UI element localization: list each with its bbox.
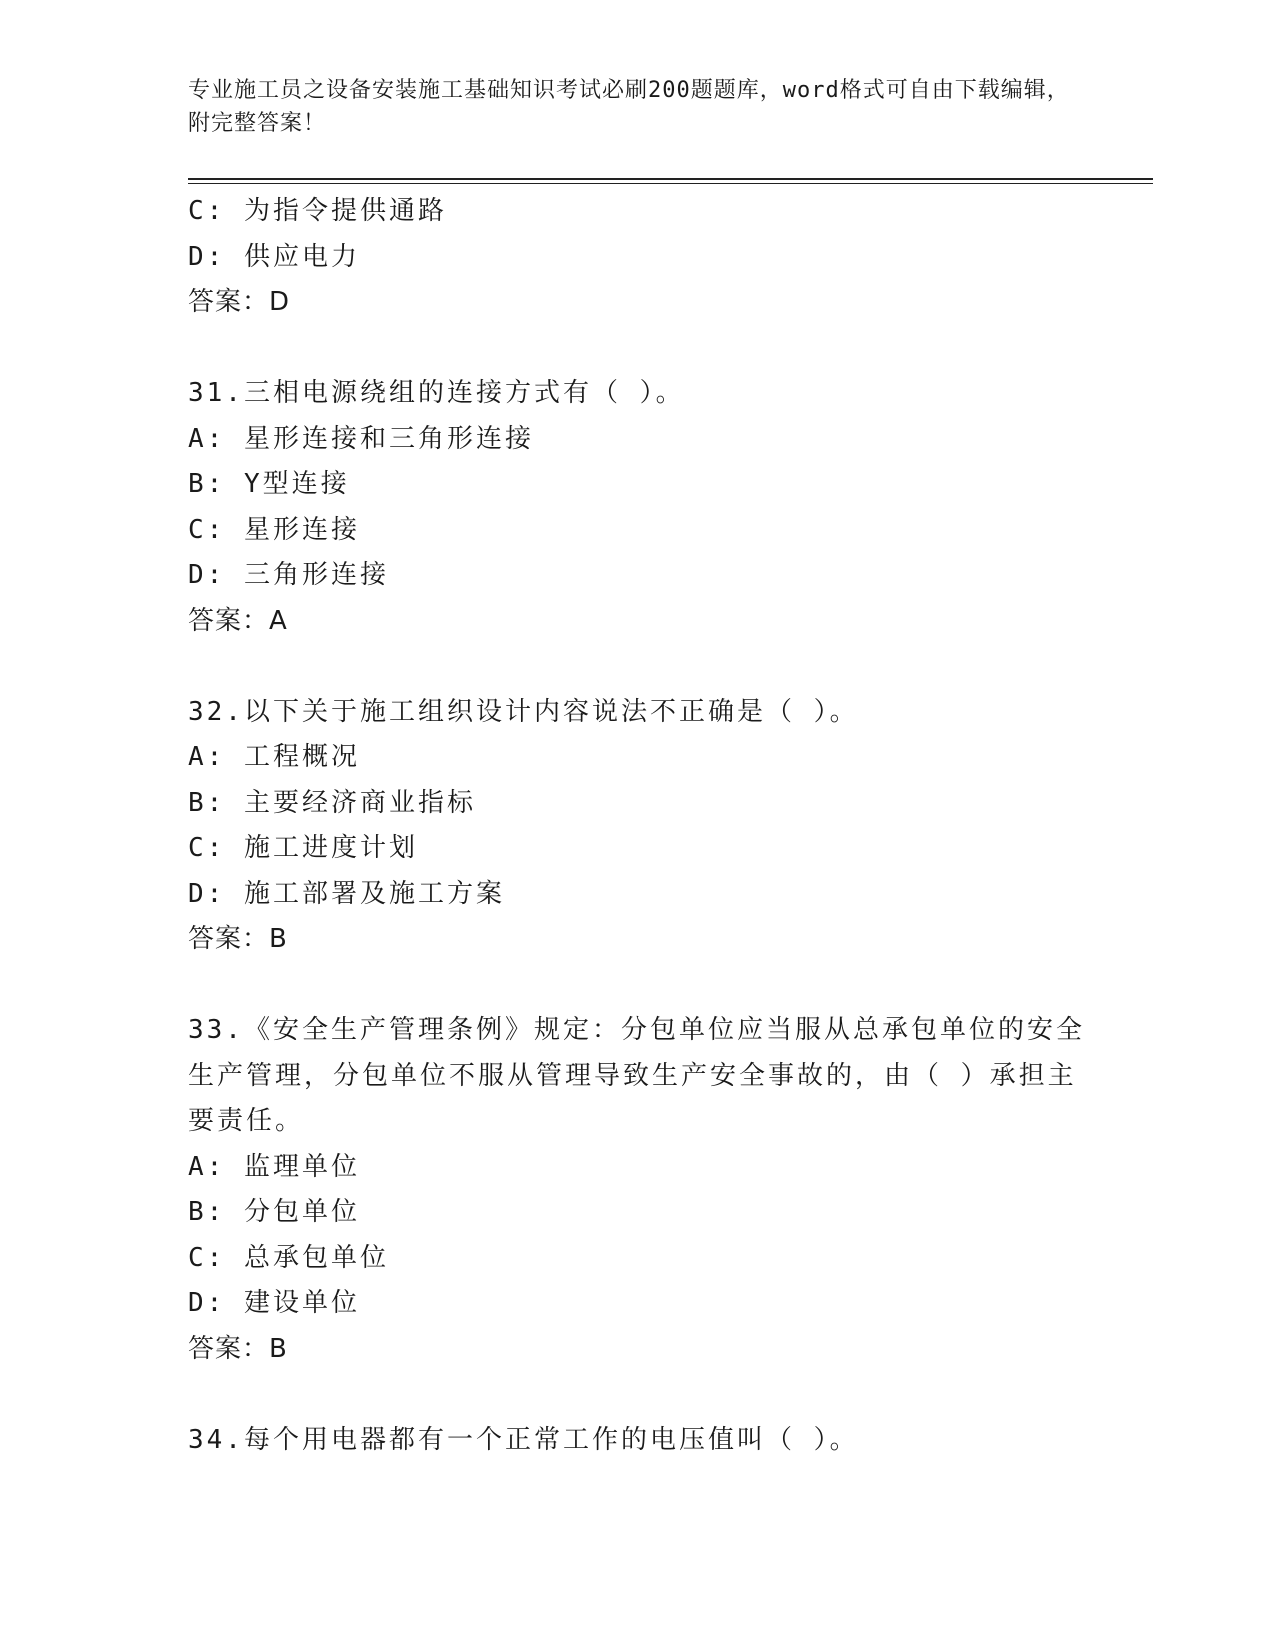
question-line: 34.每个用电器都有一个正常工作的电压值叫（ ）。: [188, 1424, 859, 1455]
question-line: 32.以下关于施工组织设计内容说法不正确是（ ）。: [188, 696, 859, 727]
header-divider-thin: [188, 183, 1153, 184]
option-line: B: 分包单位: [188, 1197, 360, 1227]
option-line: A: 星形连接和三角形连接: [188, 423, 534, 454]
question-line: 33.《安全生产管理条例》规定：分包单位应当服从总承包单位的安全生产管理，分包单位不服从管理导致生产安全事故的，由（ ）承担主要责任。: [188, 1015, 1085, 1136]
document-header: 专业施工员之设备安装施工基础知识考试必刷200题题库，word格式可自由下载编辑，附完整答案！: [188, 78, 1070, 136]
answer-line: 答案：D: [188, 287, 291, 317]
option-line: C: 星形连接: [188, 514, 360, 545]
option-line: A: 工程概况: [188, 742, 360, 772]
option-line: C: 施工进度计划: [188, 833, 418, 863]
question-line: 31.三相电源绕组的连接方式有（ ）。: [188, 378, 685, 408]
spacer: [188, 326, 1088, 372]
option-line: A: 监理单位: [188, 1151, 360, 1182]
question-content: [188, 189, 1088, 1463]
spacer: [188, 1372, 1088, 1418]
option-line: D: 施工部署及施工方案: [188, 878, 505, 909]
option-line: D: 建设单位: [188, 1288, 360, 1318]
header-divider-thick: [188, 178, 1153, 180]
spacer: [188, 963, 1088, 1009]
option-line: C: 总承包单位: [188, 1242, 389, 1273]
spacer: [188, 644, 1088, 690]
option-line: B: Y型连接: [188, 469, 350, 499]
option-line: D: 供应电力: [188, 241, 360, 272]
answer-line: 答案：B: [188, 924, 288, 954]
option-line: D: 三角形连接: [188, 560, 389, 590]
option-line: C: 为指令提供通路: [188, 196, 447, 226]
answer-line: 答案：B: [188, 1333, 288, 1364]
option-line: B: 主要经济商业指标: [188, 787, 476, 818]
answer-line: 答案：A: [188, 605, 288, 636]
